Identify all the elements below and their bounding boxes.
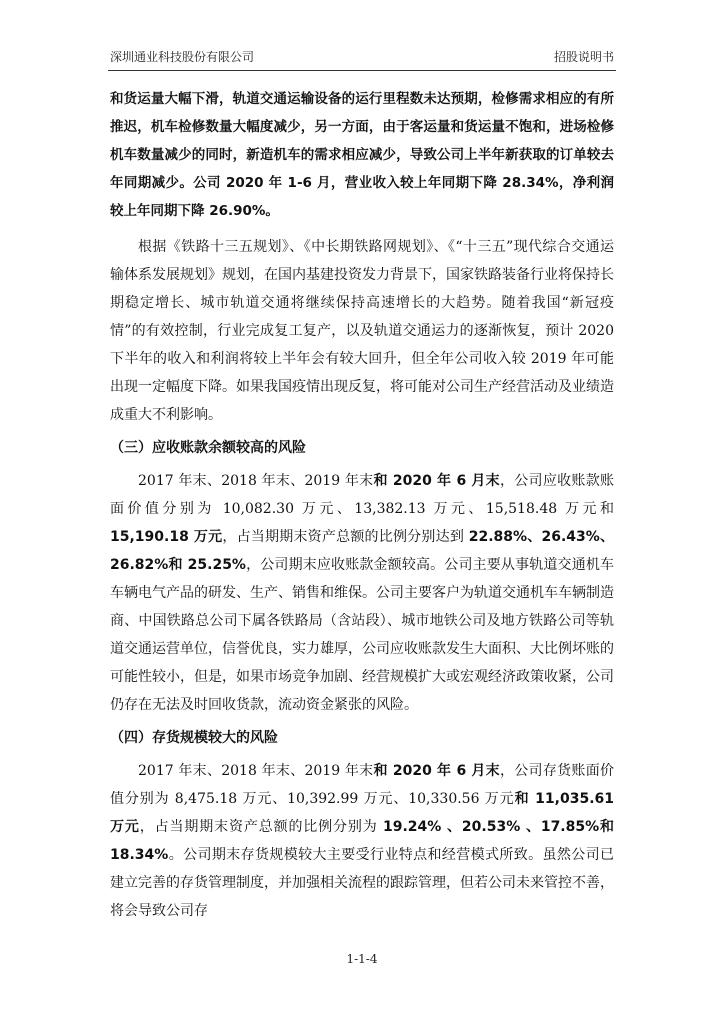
paragraph-receivables-risk: [110, 467, 614, 719]
text-segment-bold: 和 11,035.61 万元: [110, 791, 614, 835]
header-company-name: 深圳通业科技股份有限公司: [110, 50, 255, 64]
text-segment-bold: 19.24% 、20.53% 、17.85%和 18.34%: [110, 819, 615, 863]
document-body: [110, 85, 614, 925]
text-segment: 2017 年末、2018 年末、2019 年末: [138, 473, 374, 489]
section-heading-receivables: （三）应收账款余额较高的风险: [110, 440, 306, 456]
text-segment-bold: 15,190.18 万元: [110, 529, 223, 545]
header-document-type: 招股说明书: [553, 50, 614, 64]
text-segment: ，公司应收账款账面价值分别为 10,082.30 万元、13,382.13 万元、15,518.48 万元和: [110, 473, 615, 517]
text-segment: ，公司存货账面价值分别为 8,475.18 万元、10,392.99 万元、10,330.56 万元: [110, 763, 615, 807]
text-segment: ，占当期期末资产总额的比例分别达到: [222, 529, 469, 545]
paragraph-industry-outlook: 根据《铁路十三五规划》、《中长期铁路网规划》、《“十三五”现代综合交通运输体系发展规划》规划，在国内基建投资发力背景下，国家铁路装备行业将保持长期稳定增长、城市轨道交通将继续保持高速增长的大趋势。随着我国“新冠疫情”的有效控制，行业完成复工复产，以及轨道交通运力的逐渐恢复，预计 2020 下半年的收入和利润将较上半年会有较大回升，但全年公司收入较 2019 年可能出现一定幅度下降。如果我国疫情出现反复，将可能对公司生产经营活动及业绩造成重大不利影响。: [110, 239, 614, 423]
page-header: [108, 48, 616, 71]
paragraph-inventory-risk: [110, 757, 614, 925]
text-segment-bold: 和 2020 年 6 月末: [373, 473, 500, 489]
section-heading-inventory: （四）存货规模较大的风险: [110, 730, 278, 746]
text-segment-bold: 和 2020 年 6 月末: [373, 763, 500, 779]
text-segment-bold: 22.88%、26.43%、26.82%和 25.25%: [110, 529, 615, 573]
text-segment: 2017 年末、2018 年末、2019 年末: [138, 763, 374, 779]
text-segment: 。公司期末存货规模较大主要受行业特点和经营模式所致。虽然公司已建立完善的存货管理制度，并加强相关流程的跟踪管理，但若公司未来管控不善，将会导致公司存: [110, 847, 614, 919]
text-segment: ，占当期期末资产总额的比例分别为: [139, 819, 383, 835]
text-segment: ，公司期末应收账款金额较高。公司主要从事轨道交通机车车辆电气产品的研发、生产、销售和维保。公司主要客户为轨道交通机车车辆制造商、中国铁路总公司下属各铁路局（含站段）、城市地铁公司及地方铁路公司等轨道交通运营单位，信誉优良，实力雄厚，公司应收账款发生大面积、大比例坏账的可能性较小，但是，如果市场竞争加剧、经营规模扩大或宏观经济政策收紧，公司仍存在无法及时回收货款，流动资金紧张的风险。: [110, 557, 615, 713]
page-number: 1-1-4: [346, 952, 378, 966]
paragraph-covid-impact: 和货运量大幅下滑，轨道交通运输设备的运行里程数未达预期，检修需求相应的有所推迟，机车检修数量大幅度减少，另一方面，由于客运量和货运量不饱和，进场检修机车数量减少的同时，新造机车的需求相应减少，导致公司上半年新获取的订单较去年同期减少。公司 2020 年 1-6 月，营业收入较上年同期下降 28.34%，净利润较上年同期下降 26.90%。: [110, 91, 614, 219]
